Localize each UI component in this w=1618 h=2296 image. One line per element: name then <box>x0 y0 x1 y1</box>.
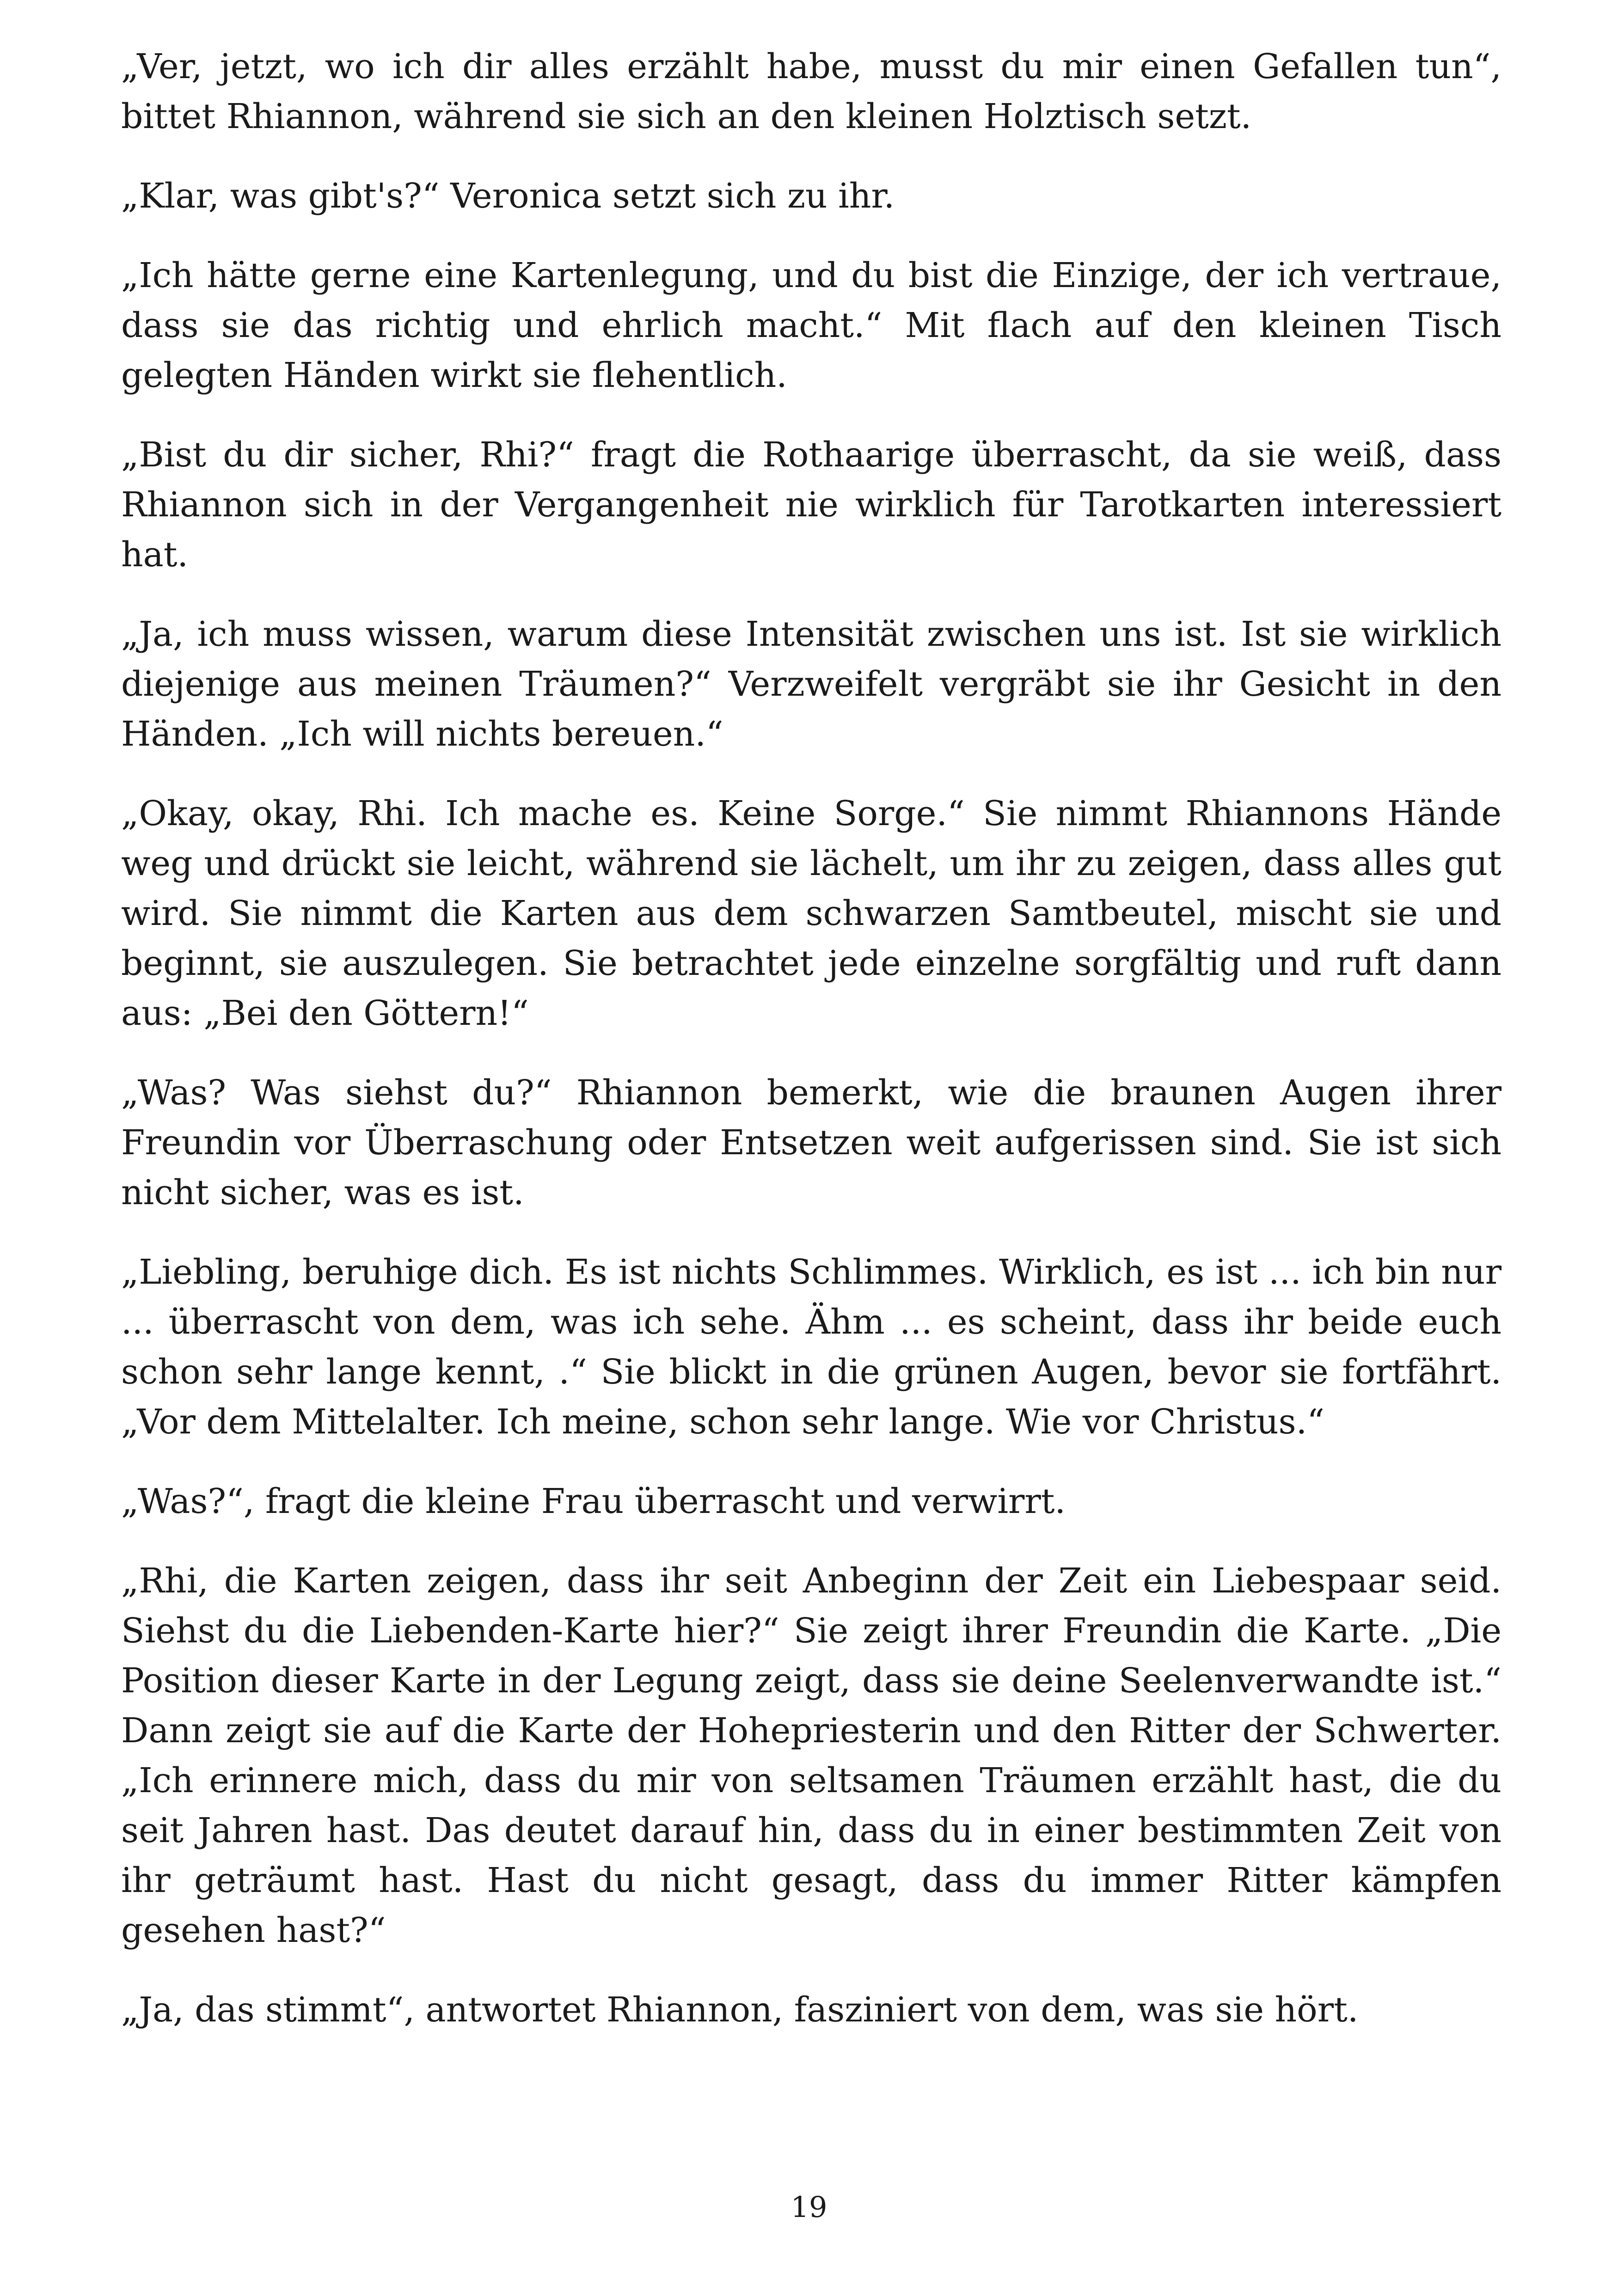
body-text <box>121 42 1502 2064</box>
paragraph: „Ja, das stimmt“, antwortet Rhiannon, fasziniert von dem, was sie hört. <box>121 1990 1359 2030</box>
paragraph: „Ja, ich muss wissen, warum diese Intensität zwischen uns ist. Ist sie wirklich diejenige aus meinen Träumen?“ Verzweifelt vergräbt sie ihr Gesicht in den Händen. „Ich will nichts bereuen.“ <box>121 614 1502 754</box>
paragraph: „Ich hätte gerne eine Kartenlegung, und du bist die Einzige, der ich vertraue, dass sie das richtig und ehrlich macht.“ Mit flach auf den kleinen Tisch gelegten Händen wirkt sie flehentlich. <box>121 256 1502 395</box>
paragraph: „Bist du dir sicher, Rhi?“ fragt die Rothaarige überrascht, da sie weiß, dass Rhiannon sich in der Vergangenheit nie wirklich für Tarotkarten interessiert hat. <box>121 435 1502 575</box>
page-number: 19 <box>791 2190 827 2224</box>
paragraph: „Was? Was siehst du?“ Rhiannon bemerkt, wie die braunen Augen ihrer Freundin vor Überraschung oder Entsetzen weit aufgerissen sind. Sie ist sich nicht sicher, was es ist. <box>121 1073 1502 1212</box>
paragraph: „Rhi, die Karten zeigen, dass ihr seit Anbeginn der Zeit ein Liebespaar seid. Siehst du die Liebenden-Karte hier?“ Sie zeigt ihrer Freundin die Karte. „Die Position dieser Karte in der Legung zeigt, dass sie deine Seelenverwandte ist.“ Dann zeigt sie auf die Karte der Hohepriesterin und den Ritter der Schwerter. „Ich erinnere mich, dass du mir von seltsamen Träumen erzählt hast, die du seit Jahren hast. Das deutet darauf hin, dass du in einer bestimmten Zeit von ihr geträumt hast. Hast du nicht gesagt, dass du immer Ritter kämpfen gesehen hast?“ <box>121 1561 1502 1950</box>
paragraph: „Okay, okay, Rhi. Ich mache es. Keine Sorge.“ Sie nimmt Rhiannons Hände weg und drückt sie leicht, während sie lächelt, um ihr zu zeigen, dass alles gut wird. Sie nimmt die Karten aus dem schwarzen Samtbeutel, mischt sie und beginnt, sie auszulegen. Sie betrachtet jede einzelne sorgfältig und ruft dann aus: „Bei den Göttern!“ <box>121 794 1502 1033</box>
paragraph: „Liebling, beruhige dich. Es ist nichts Schlimmes. Wirklich, es ist ... ich bin nur ... überrascht von dem, was ich sehe. Ähm ... es scheint, dass ihr beide euch schon sehr lange kennt, .“ Sie blickt in die grünen Augen, bevor sie fortfährt. „Vor dem Mittelalter. Ich meine, schon sehr lange. Wie vor Christus.“ <box>121 1252 1502 1442</box>
paragraph: „Was?“, fragt die kleine Frau überrascht und verwirrt. <box>121 1482 1066 1521</box>
paragraph: „Klar, was gibt's?“ Veronica setzt sich zu ihr. <box>121 176 895 216</box>
paragraph: „Ver, jetzt, wo ich dir alles erzählt habe, musst du mir einen Gefallen tun“, bittet Rhiannon, während sie sich an den kleinen Holztisch setzt. <box>121 47 1502 136</box>
